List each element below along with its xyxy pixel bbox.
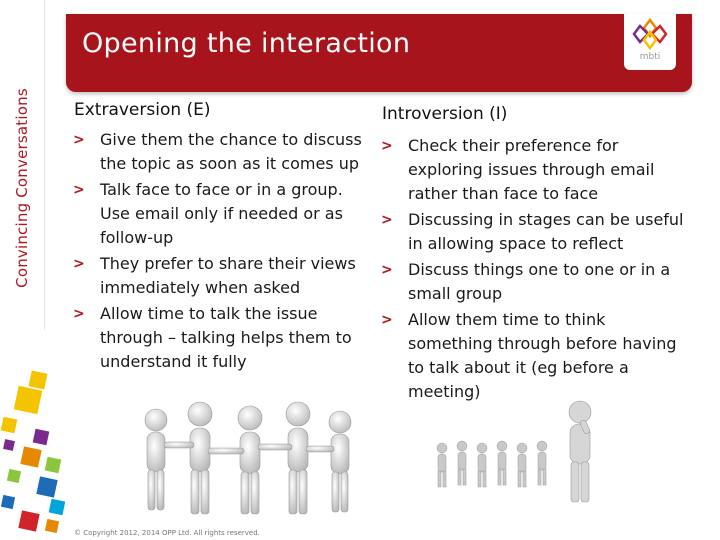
decor-square <box>1 495 15 509</box>
side-divider <box>44 0 45 330</box>
chevron-right-icon: > <box>381 262 393 278</box>
side-label: Convincing Conversations <box>13 88 31 288</box>
chevron-right-icon: > <box>381 138 393 154</box>
mbti-logo-icon <box>624 14 676 70</box>
list-item-text: Discussing in stages can be useful in allowing space to reflect <box>408 210 684 253</box>
logo-mark-icon <box>624 14 676 54</box>
logo-text: mbti <box>639 52 661 62</box>
chevron-right-icon: > <box>73 132 85 148</box>
chevron-right-icon: > <box>73 182 85 198</box>
decor-square <box>7 469 21 483</box>
list-item <box>70 128 370 176</box>
decor-square <box>14 386 42 414</box>
list-item <box>378 308 688 404</box>
list-item <box>378 208 688 256</box>
list-item <box>378 258 688 306</box>
introversion-list <box>378 134 688 406</box>
extraversion-heading: Extraversion (E) <box>74 100 211 120</box>
decor-square <box>3 439 15 451</box>
list-item-text: Discuss things one to one or in a small group <box>408 260 671 303</box>
decor-square <box>45 519 59 533</box>
list-item-text: Talk face to face or in a group. Use email only if needed or as follow-up <box>100 180 343 247</box>
list-item-text: Allow them time to think something through before having to talk about it (eg before a meeting) <box>408 310 677 401</box>
group-figures-illustration <box>128 398 368 528</box>
chevron-right-icon: > <box>73 256 85 272</box>
list-item <box>70 178 370 250</box>
list-item <box>378 134 688 206</box>
decor-square <box>18 510 39 531</box>
list-item-text: Allow time to talk the issue through – talking helps them to understand it fully <box>100 304 352 371</box>
list-item-text: Give them the chance to discuss the topic as soon as it comes up <box>100 130 362 173</box>
decor-square <box>29 371 48 390</box>
chevron-right-icon: > <box>381 312 393 328</box>
introversion-heading: Introversion (I) <box>382 104 508 124</box>
thinking-figure-illustration <box>430 398 650 508</box>
list-item-text: They prefer to share their views immediately when asked <box>100 254 356 297</box>
decor-square <box>45 457 62 474</box>
decor-square <box>49 499 66 516</box>
copyright-text: © Copyright 2012, 2014 OPP Ltd. All rights reserved. <box>74 529 260 537</box>
page-title: Opening the interaction <box>82 28 411 59</box>
chevron-right-icon: > <box>381 212 393 228</box>
decor-square <box>36 476 57 497</box>
extraversion-list <box>70 128 370 376</box>
decor-square <box>33 429 50 446</box>
chevron-right-icon: > <box>73 306 85 322</box>
decor-square <box>1 417 18 434</box>
list-item <box>70 302 370 374</box>
decor-square <box>20 446 41 467</box>
list-item <box>70 252 370 300</box>
list-item-text: Check their preference for exploring issues through email rather than face to face <box>408 136 655 203</box>
